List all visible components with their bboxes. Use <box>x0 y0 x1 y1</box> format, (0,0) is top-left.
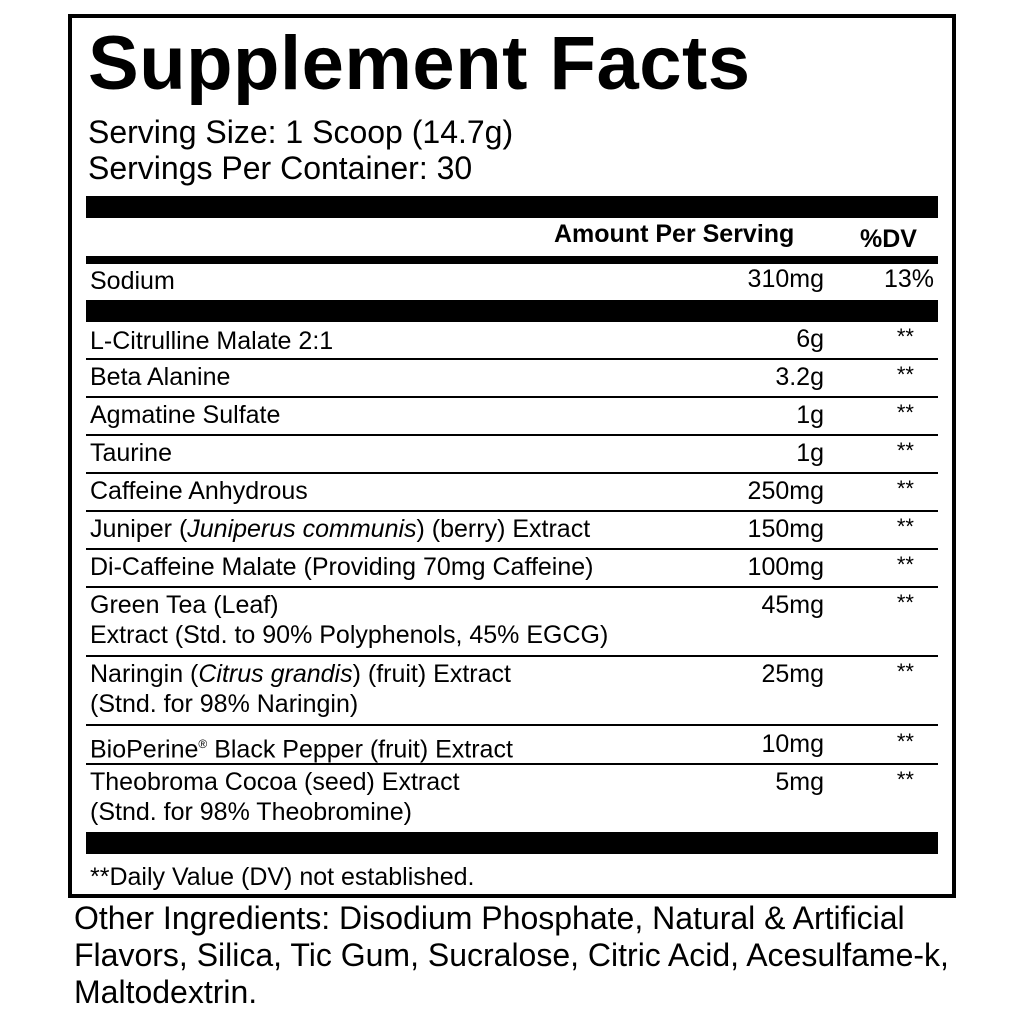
ingredient-dv: ** <box>896 324 914 349</box>
ingredient-dv: ** <box>896 767 914 792</box>
ingredient-dv: ** <box>896 659 914 684</box>
ingredient-amount: 25mg <box>761 660 824 688</box>
ingredient-dv: ** <box>896 552 914 577</box>
supplement-facts-panel <box>68 14 956 898</box>
ingredient-dv: ** <box>896 438 914 463</box>
ingredient-amount: 6g <box>796 325 824 353</box>
sodium-name: Sodium <box>90 267 175 295</box>
ingredient-name: Agmatine Sulfate <box>90 401 281 429</box>
ingredient-name: L-Citrulline Malate 2:1 <box>90 327 334 355</box>
other-ingredients: Other Ingredients: Disodium Phosphate, Natural & Artificial Flavors, Silica, Tic Gum, Sucralose, Citric Acid, Acesulfame-k, Maltodextrin. <box>74 900 949 1010</box>
ingredient-name-line2: Extract (Std. to 90% Polyphenols, 45% EGCG) <box>90 621 609 649</box>
thick-divider <box>86 832 938 854</box>
thick-divider <box>86 300 938 322</box>
ingredient-amount: 45mg <box>761 591 824 619</box>
ingredient-name: Naringin (Citrus grandis) (fruit) Extract <box>90 660 511 688</box>
ingredient-dv: ** <box>896 729 914 754</box>
header-divider <box>86 256 938 264</box>
ingredient-amount: 3.2g <box>775 363 824 391</box>
row-divider <box>86 763 938 765</box>
ingredient-dv: ** <box>896 400 914 425</box>
ingredient-dv: ** <box>896 362 914 387</box>
ingredient-name: Green Tea (Leaf) <box>90 591 279 619</box>
ingredient-amount: 10mg <box>761 730 824 758</box>
row-divider <box>86 655 938 657</box>
row-divider <box>86 358 938 360</box>
footnote: **Daily Value (DV) not established. <box>90 863 475 891</box>
ingredient-amount: 250mg <box>747 477 824 505</box>
sodium-dv: 13% <box>883 265 934 293</box>
ingredient-name: Di-Caffeine Malate (Providing 70mg Caffeine) <box>90 553 594 581</box>
row-divider <box>86 396 938 398</box>
row-divider <box>86 510 938 512</box>
ingredient-name: Caffeine Anhydrous <box>90 477 308 505</box>
ingredient-name: Theobroma Cocoa (seed) Extract <box>90 768 460 796</box>
header-dv: %DV <box>860 225 917 253</box>
thick-divider <box>86 196 938 218</box>
ingredient-name: Juniper (Juniperus communis) (berry) Extract <box>90 515 591 543</box>
row-divider <box>86 586 938 588</box>
ingredient-amount: 1g <box>796 439 824 467</box>
serving-size: Serving Size: 1 Scoop (14.7g) <box>88 114 514 150</box>
row-divider <box>86 724 938 726</box>
ingredient-name-line2: (Stnd. for 98% Theobromine) <box>90 798 412 826</box>
ingredient-dv: ** <box>896 476 914 501</box>
ingredient-dv: ** <box>896 590 914 615</box>
ingredient-amount: 150mg <box>747 515 824 543</box>
row-divider <box>86 472 938 474</box>
label-title: Supplement Facts <box>88 21 751 106</box>
ingredient-dv: ** <box>896 514 914 539</box>
ingredient-amount: 1g <box>796 401 824 429</box>
sodium-amount: 310mg <box>747 265 824 293</box>
row-divider <box>86 548 938 550</box>
ingredient-name: Beta Alanine <box>90 363 231 391</box>
ingredient-name: BioPerine® Black Pepper (fruit) Extract <box>90 735 513 764</box>
ingredient-amount: 5mg <box>775 768 824 796</box>
servings-per-container: Servings Per Container: 30 <box>88 150 473 186</box>
ingredient-name-line2: (Stnd. for 98% Naringin) <box>90 690 359 718</box>
ingredient-name: Taurine <box>90 439 172 467</box>
row-divider <box>86 434 938 436</box>
ingredient-amount: 100mg <box>747 553 824 581</box>
header-amount: Amount Per Serving <box>554 220 795 248</box>
